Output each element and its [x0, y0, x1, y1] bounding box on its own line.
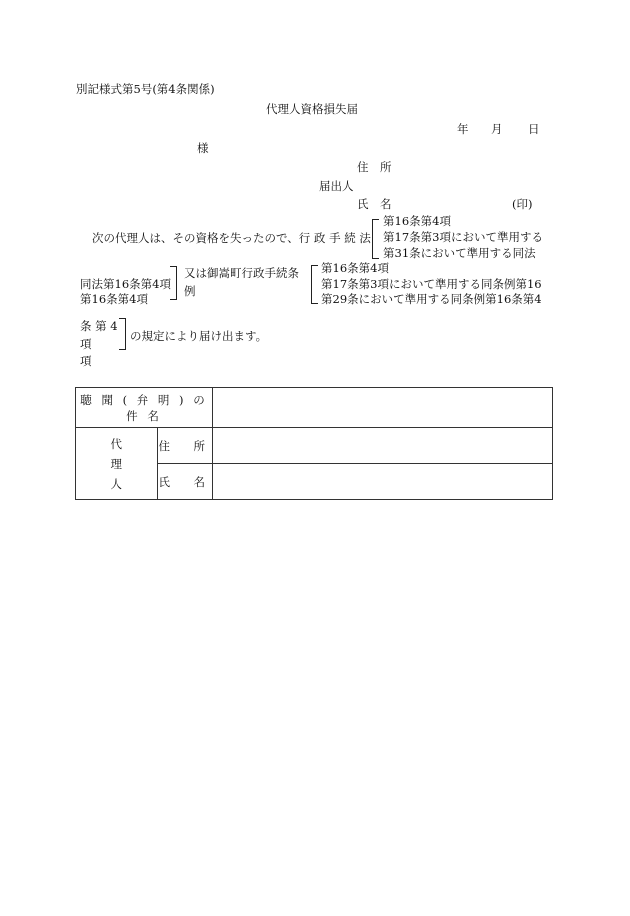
- intro-text: 次の代理人は、その資格を失ったので、行 政 手 続 法: [92, 231, 371, 245]
- left-line-1: 同法第16条第4項: [80, 277, 171, 291]
- notifier-label: 届出人: [319, 179, 354, 193]
- law-bracket: [372, 219, 379, 259]
- seal-mark: (印): [512, 197, 533, 211]
- addressee-suffix: 様: [197, 141, 209, 155]
- notifier-name-label: 氏 名: [357, 197, 392, 211]
- form-title: 代理人資格損失届: [266, 102, 358, 116]
- law-option-3: 第31条において準用する同法: [383, 246, 536, 260]
- agent-address-label: 住 所: [157, 428, 212, 464]
- date-month-label: 月: [491, 122, 503, 136]
- ordinance-option-3: 第29条において準用する同条例第16条第4: [321, 292, 542, 306]
- tail-left-1: 条 第 4: [80, 319, 118, 333]
- left-bracket: [170, 266, 177, 300]
- ordinance-text-1: 又は御嵩町行政手続条: [184, 266, 299, 280]
- agent-address-field[interactable]: [213, 428, 553, 464]
- left-line-2: 第16条第4項: [80, 292, 148, 306]
- tail-left-3: 項: [80, 354, 92, 368]
- agent-char-1: 代: [110, 436, 123, 451]
- ordinance-option-2: 第17条第3項において準用する同条例第16: [321, 277, 542, 291]
- agent-char-2: 理: [110, 456, 123, 471]
- agent-name-field[interactable]: [213, 464, 553, 500]
- tail-left-2: 項: [80, 337, 92, 351]
- agent-name-label: 氏 名: [157, 464, 212, 500]
- date-day-label: 日: [528, 122, 540, 136]
- agent-char-3: 人: [110, 476, 123, 491]
- ordinance-bracket: [311, 265, 318, 304]
- closing-text: の規定により届け出ます。: [130, 329, 268, 343]
- tail-bracket: [119, 318, 126, 350]
- hearing-subject-field[interactable]: [213, 388, 553, 428]
- law-option-2: 第17条第3項において準用する: [383, 230, 543, 244]
- hearing-subject-label: 聴 聞 ( 弁 明 ) の 件 名: [76, 388, 213, 428]
- ordinance-text-2: 例: [184, 284, 196, 298]
- date-year-label: 年: [457, 122, 469, 136]
- notification-table: [75, 387, 553, 500]
- ordinance-option-1: 第16条第4項: [321, 261, 389, 275]
- law-option-1: 第16条第4項: [383, 214, 451, 228]
- form-reference: 別記様式第5号(第4条関係): [76, 82, 215, 96]
- agent-label: [76, 428, 158, 500]
- notifier-address-label: 住 所: [357, 160, 392, 174]
